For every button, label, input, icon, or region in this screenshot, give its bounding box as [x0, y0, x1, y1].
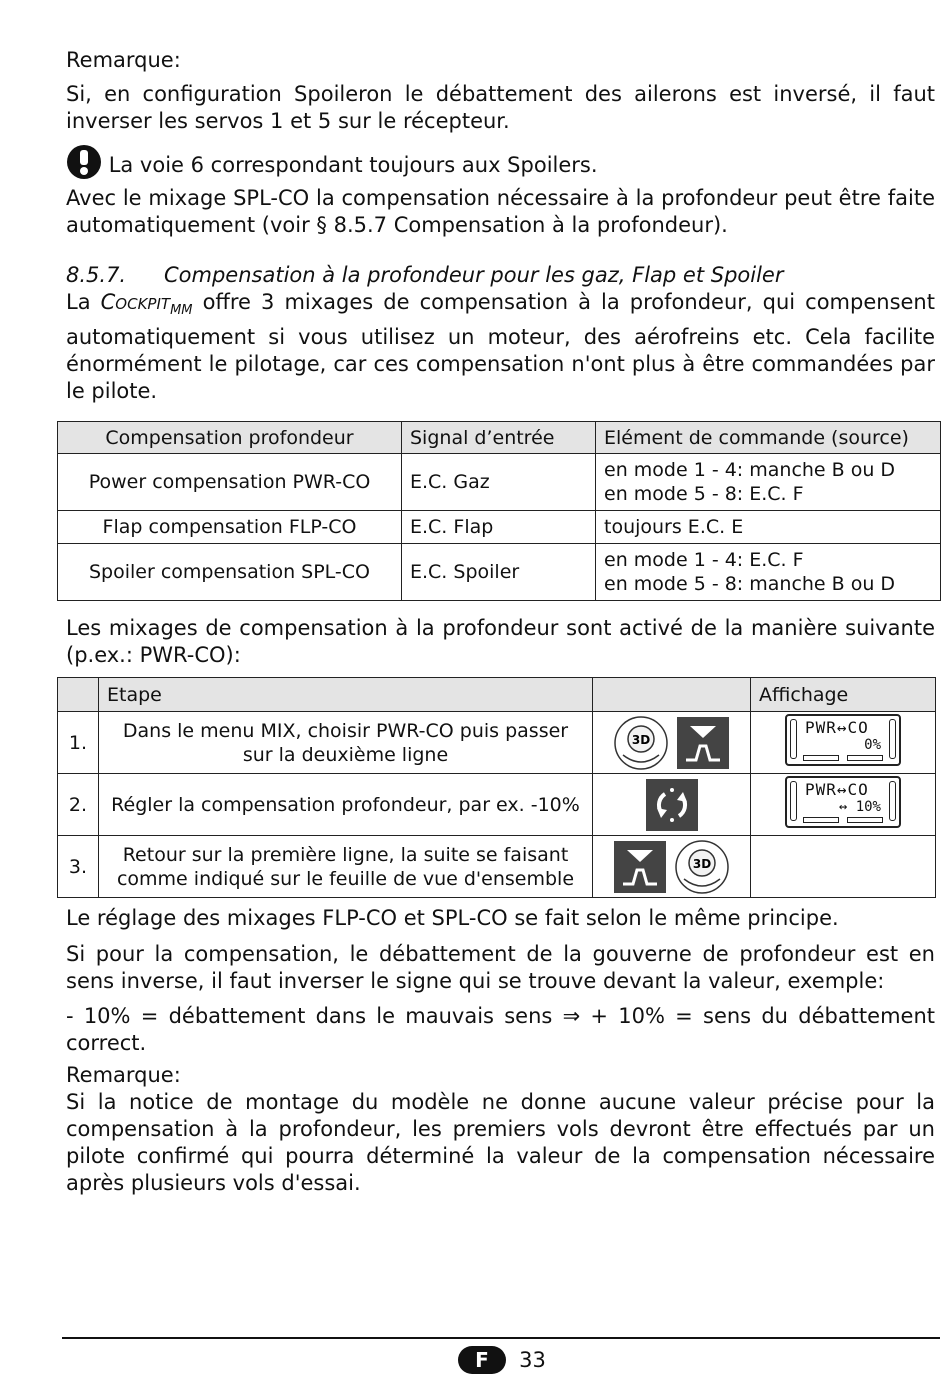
- footer: [458, 1346, 546, 1376]
- steps-header-keys: [593, 678, 751, 712]
- lcd-line2: 0%: [864, 737, 881, 753]
- table-row: [58, 511, 941, 544]
- 3d-selector-icon: [674, 839, 730, 895]
- section-number: 8.5.7.: [66, 263, 127, 287]
- svg-text:3D: 3D: [692, 856, 711, 871]
- row-source: en mode 1 - 4: manche B ou D en mode 5 - 8: E.C. F: [596, 454, 941, 511]
- 3d-selector-icon: [613, 715, 669, 771]
- section-heading: [66, 262, 935, 289]
- spl-co-text: Avec le mixage SPL-CO la compensation nécessaire à la profondeur peut être faite automatiquement (voir § 8.5.7 Compensation à la profondeur).: [66, 186, 935, 237]
- step-text: Dans le menu MIX, choisir PWR-CO puis passer sur la deuxième ligne: [99, 712, 593, 774]
- row-source: toujours E.C. E: [596, 511, 941, 544]
- remark2-title: Remarque:: [66, 1063, 181, 1087]
- warning-note: [66, 144, 598, 180]
- enter-key-icon: [676, 716, 730, 770]
- step-keys: [593, 836, 751, 898]
- step-text: Régler la compensation profondeur, par ex. -10%: [99, 774, 593, 836]
- table-row: [58, 712, 936, 774]
- table-row: [58, 836, 936, 898]
- intro-pre: La: [66, 290, 91, 314]
- table1-header-1: Compensation profondeur: [58, 422, 402, 454]
- step-text: Retour sur la première ligne, la suite se faisant comme indiqué sur le feuille de vue d'ensemble: [99, 836, 593, 898]
- row-comp: Power compensation PWR-CO: [58, 454, 402, 511]
- steps-header-num: [58, 678, 99, 712]
- step-number: 2.: [58, 774, 99, 836]
- table1-header-2: Signal d’entrée: [402, 422, 596, 454]
- example-text: - 10% = débattement dans le mauvais sens ⇒ + 10% = sens du débattement correct.: [66, 1004, 935, 1055]
- steps-header-step: Etape: [99, 678, 593, 712]
- svg-text:3D: 3D: [632, 732, 651, 747]
- exclamation-icon: [66, 144, 102, 180]
- row-signal: E.C. Gaz: [402, 454, 596, 511]
- rotate-icon: [645, 778, 699, 832]
- principle-text: Le réglage des mixages FLP-CO et SPL-CO se fait selon le même principe.: [66, 906, 839, 930]
- remark-text: Si, en configuration Spoileron le débattement des ailerons est inversé, il faut inverser les servos 1 et 5 sur le récepteur.: [66, 82, 935, 133]
- step-number: 3.: [58, 836, 99, 898]
- section-intro: [66, 289, 935, 405]
- warning-note-text: La voie 6 correspondant toujours aux Spoilers.: [108, 153, 598, 177]
- row-comp: Spoiler compensation SPL-CO: [58, 544, 402, 601]
- intro-post: offre 3 mixages de compensation à la profondeur, qui compensent automatiquement si vous utilisez un moteur, des aérofreins etc. Cela facilite énormément le pilotage, car ces compensation n'ont plus à être commandées par le pilote.: [66, 290, 935, 404]
- page-number: 33: [519, 1348, 546, 1372]
- lang-badge: F: [458, 1346, 506, 1374]
- step-display: [751, 836, 936, 898]
- lcd-line2: ↔ 10%: [838, 799, 881, 815]
- footer-rule: [62, 1337, 940, 1339]
- row-source: en mode 1 - 4: E.C. F en mode 5 - 8: manche B ou D: [596, 544, 941, 601]
- table-row: [58, 544, 941, 601]
- lcd-display: [785, 776, 901, 828]
- section-title: Compensation à la profondeur pour les gaz, Flap et Spoiler: [164, 263, 784, 287]
- enter-key-icon: [613, 840, 667, 894]
- row-comp: Flap compensation FLP-CO: [58, 511, 402, 544]
- step-display: [751, 712, 936, 774]
- table-row: [58, 454, 941, 511]
- lcd-line1: PWR↔CO: [805, 780, 869, 799]
- compensation-table: [57, 421, 941, 601]
- step-keys: [593, 712, 751, 774]
- activation-text: Les mixages de compensation à la profondeur sont activé de la manière suivante (p.ex.: PWR-CO):: [66, 616, 935, 667]
- step-display: [751, 774, 936, 836]
- steps-header-display: Affichage: [751, 678, 936, 712]
- step-keys: [593, 774, 751, 836]
- brand-name: Cockpit$_{MM}$: [100, 290, 193, 319]
- remark-title: Remarque:: [66, 48, 181, 72]
- remark2-text: Si la notice de montage du modèle ne donne aucune valeur précise pour la compensation à la profondeur, les premiers vols devront être effectués par un pilote confirmé qui pourra déterminé la valeur de la compensation nécessaire après plusieurs vols d'essai.: [66, 1090, 935, 1195]
- inverse-text: Si pour la compensation, le débattement de la gouverne de profondeur est en sens inverse, il faut inverser le signe qui se trouve devant la valeur, exemple:: [66, 942, 935, 993]
- table-row: [58, 774, 936, 836]
- row-signal: E.C. Spoiler: [402, 544, 596, 601]
- lcd-display: [785, 714, 901, 766]
- steps-table: [57, 677, 936, 898]
- row-signal: E.C. Flap: [402, 511, 596, 544]
- step-number: 1.: [58, 712, 99, 774]
- lcd-line1: PWR↔CO: [805, 718, 869, 737]
- brand-sub: MM: [170, 303, 193, 319]
- table1-header-3: Elément de commande (source): [596, 422, 941, 454]
